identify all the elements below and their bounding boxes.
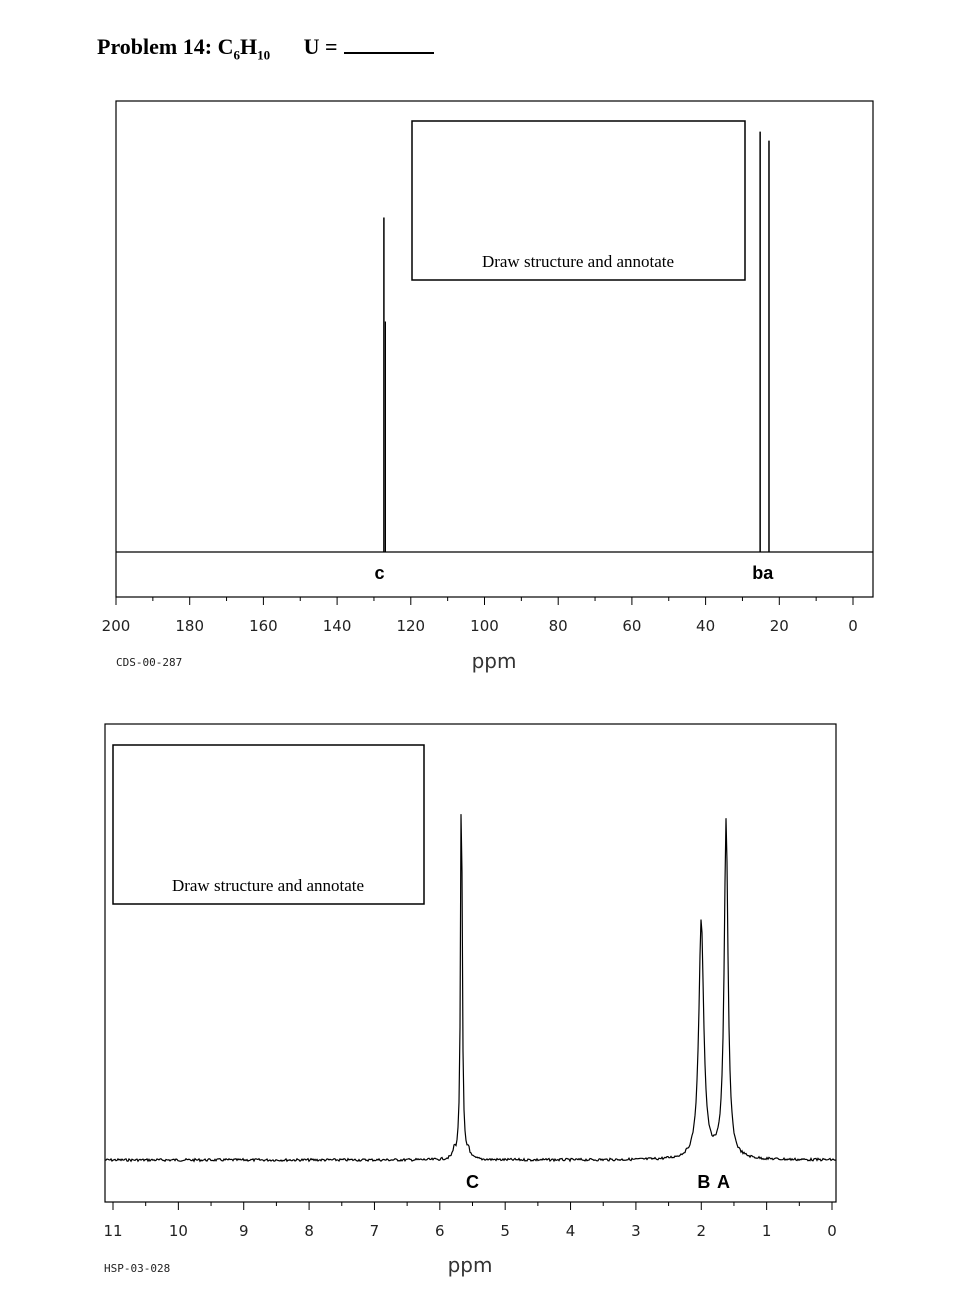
axis-tick-label: 40 xyxy=(696,617,716,635)
axis-tick-label: 0 xyxy=(848,617,858,635)
axis-title: ppm xyxy=(447,1253,493,1277)
formula-sub-6: 6 xyxy=(233,47,240,63)
axis-title: ppm xyxy=(471,649,517,673)
peak-label: C xyxy=(466,1172,479,1192)
axis-tick-label: 180 xyxy=(175,617,205,635)
axis-tick-label: 10 xyxy=(168,1222,188,1240)
axis-tick-label: 200 xyxy=(101,617,131,635)
proton-spectrum xyxy=(103,724,836,1277)
axis-tick-label: 1 xyxy=(761,1222,772,1240)
axis-tick-label: 7 xyxy=(369,1222,380,1240)
annotation-box-text: Draw structure and annotate xyxy=(481,252,675,271)
axis-tick-label: 140 xyxy=(322,617,352,635)
axis-tick-label: 60 xyxy=(622,617,642,635)
peak-label: ba xyxy=(752,563,774,583)
axis-tick-label: 2 xyxy=(696,1222,707,1240)
axis-tick-label: 8 xyxy=(304,1222,314,1240)
axis-tick-label: 9 xyxy=(238,1222,249,1240)
axis-tick-label: 6 xyxy=(435,1222,445,1240)
axis-tick-label: 3 xyxy=(631,1222,641,1240)
peak-label: c xyxy=(374,563,385,583)
spectrum-code: CDS-00-287 xyxy=(116,656,183,669)
spectrum-code: HSP-03-028 xyxy=(104,1262,171,1275)
formula-h: H xyxy=(239,34,258,59)
carbon-spectrum xyxy=(102,101,873,673)
axis-tick-label: 0 xyxy=(827,1222,837,1240)
annotation-box-text: Draw structure and annotate xyxy=(171,876,365,895)
formula-sub-10: 10 xyxy=(257,47,271,63)
axis-tick-label: 80 xyxy=(548,617,568,635)
axis-tick-label: 120 xyxy=(396,617,426,635)
axis-tick-label: 20 xyxy=(769,617,789,635)
peak-label: B xyxy=(697,1172,711,1192)
axis-tick-label: 5 xyxy=(500,1222,510,1240)
problem-label: Problem 14: C xyxy=(97,34,234,59)
axis-tick-label: 11 xyxy=(103,1222,123,1240)
axis-tick-label: 160 xyxy=(249,617,278,635)
axis-tick-label: 100 xyxy=(470,617,499,635)
peak-label: A xyxy=(716,1172,730,1192)
axis-tick-label: 4 xyxy=(565,1222,576,1240)
unsaturation-label: U = xyxy=(303,34,338,59)
